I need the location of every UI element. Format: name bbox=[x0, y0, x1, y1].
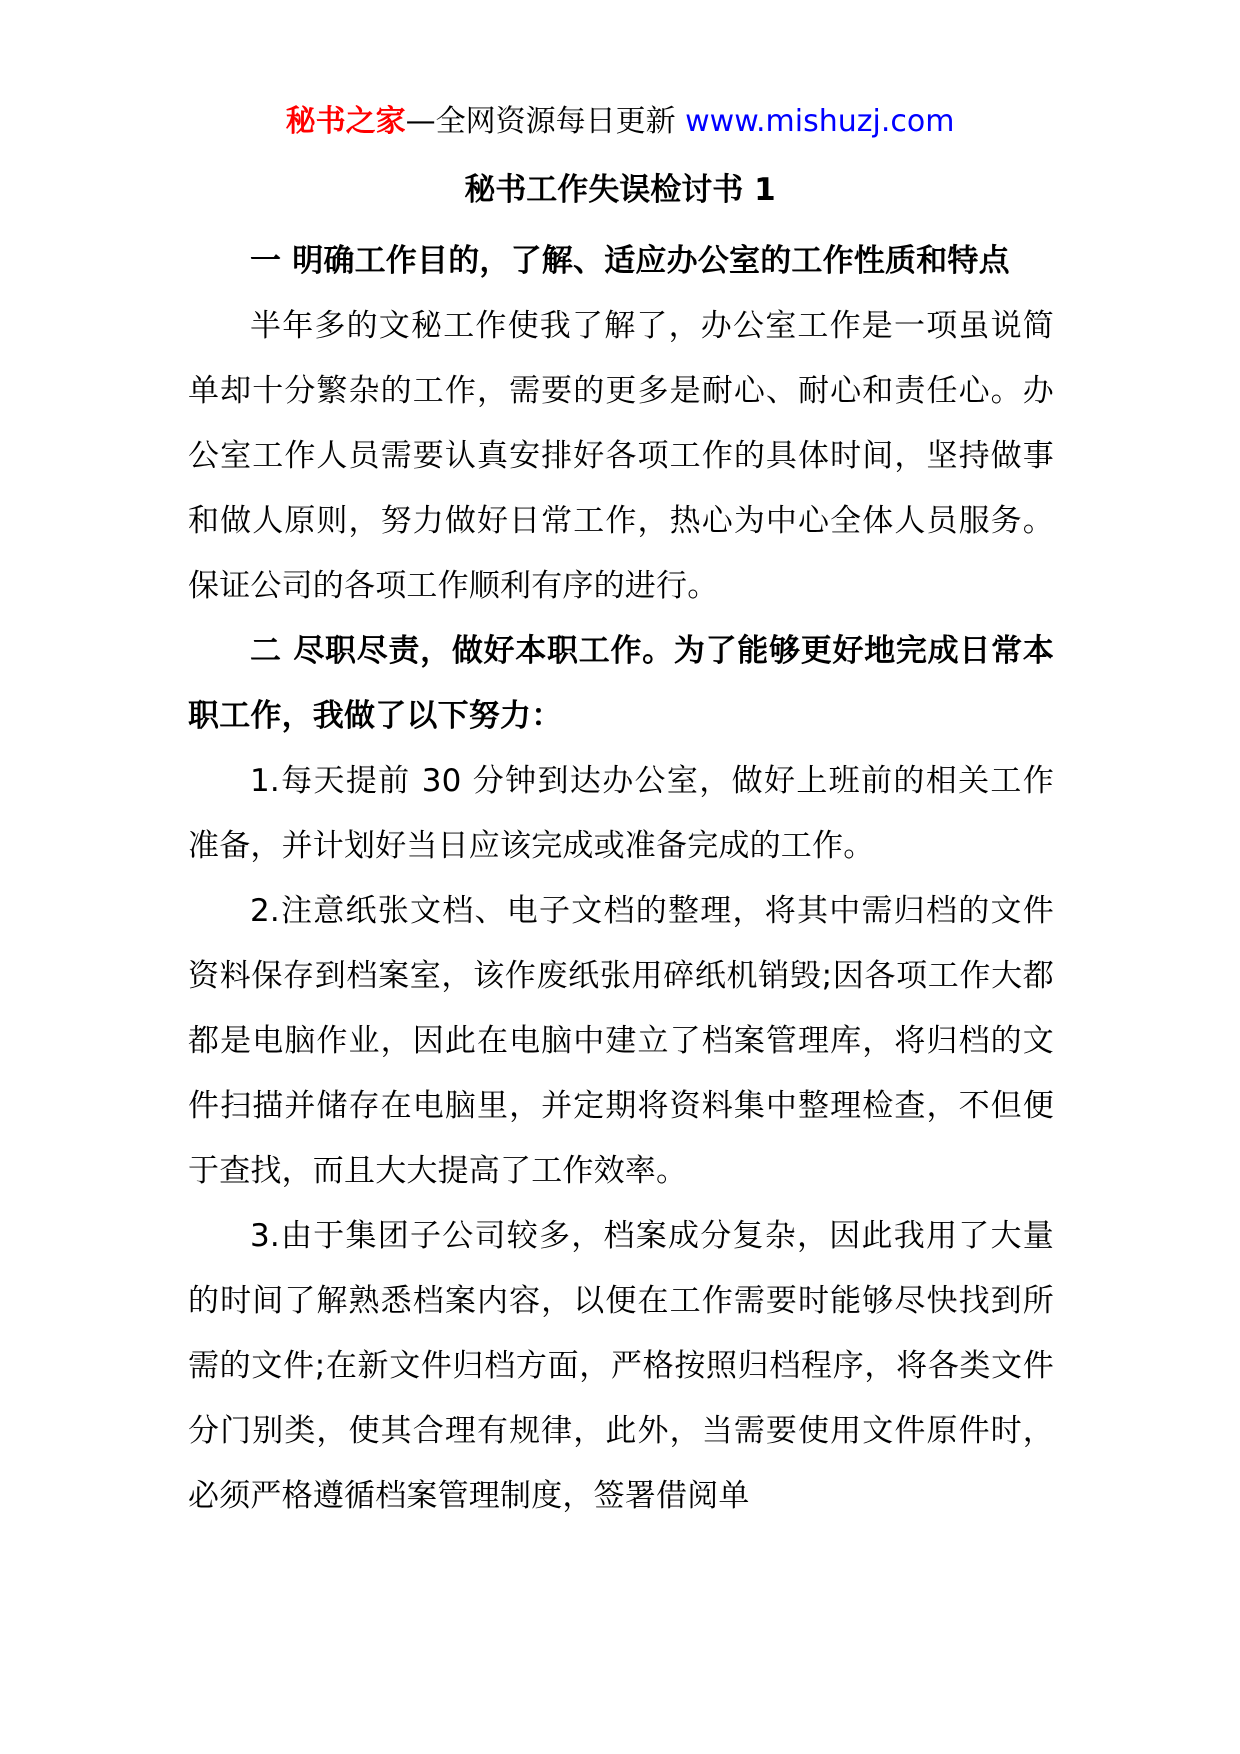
section-heading-1: 一 明确工作目的，了解、适应办公室的工作性质和特点 bbox=[250, 243, 1010, 279]
body-paragraph-1: 半年多的文秘工作使我了解了，办公室工作是一项虽说简单却十分繁杂的工作，需要的更多是耐心、耐心和责任心。办公室工作人员需要认真安排好各项工作的具体时间，坚持做事和做人原则，努力做好日常工作，热心为中心全体人员服务。保证公司的各项工作顺利有序的进行。 bbox=[188, 308, 1054, 604]
document-title: 秘书工作失误检讨书 1 bbox=[464, 172, 776, 208]
list-item-3: 3.由于集团子公司较多，档案成分复杂，因此我用了大量的时间了解熟悉档案内容，以便在工作需要时能够尽快找到所需的文件;在新文件归档方面，严格按照归档程序，将各类文件分门别类，使其合理有规律，此外，当需要使用文件原件时，必须严格遵循档案管理制度，签署借阅单 bbox=[188, 1218, 1054, 1514]
header-brand: 秘书之家 bbox=[285, 104, 406, 139]
list-item-2: 2.注意纸张文档、电子文档的整理，将其中需归档的文件资料保存到档案室，该作废纸张用碎纸机销毁;因各项工作大都都是电脑作业，因此在电脑中建立了档案管理库，将归档的文件扫描并储存在电脑里，并定期将资料集中整理检查，不但便于查找，而且大大提高了工作效率。 bbox=[188, 893, 1054, 1189]
header-site-url: www.mishuzj.com bbox=[685, 104, 955, 139]
list-item-1: 1.每天提前 30 分钟到达办公室，做好上班前的相关工作准备，并计划好当日应该完成或准备完成的工作。 bbox=[188, 763, 1054, 864]
page-header bbox=[0, 100, 1240, 144]
document-body bbox=[188, 229, 1054, 1529]
section-heading-2: 二 尽职尽责，做好本职工作。为了能够更好地完成日常本职工作，我做了以下努力： bbox=[188, 633, 1054, 734]
header-tagline: —全网资源每日更新 bbox=[405, 104, 676, 139]
